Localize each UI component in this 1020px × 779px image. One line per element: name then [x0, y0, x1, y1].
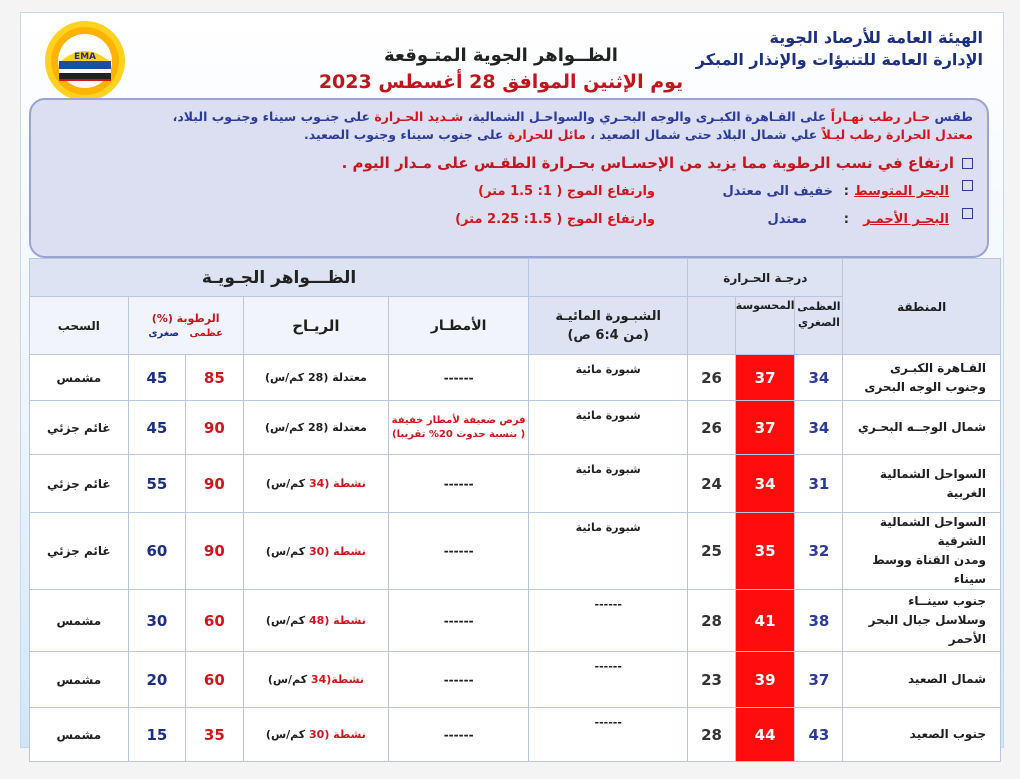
humidity-min-cell: 60	[128, 513, 185, 590]
org-name: الهيئة العامة للأرصاد الجوية	[769, 28, 983, 47]
min-temp-cell: 23	[688, 652, 735, 708]
wind-cell: نشطة (48 كم/س)	[243, 590, 389, 652]
fog-cell: ------	[529, 590, 688, 652]
min-temp-cell: 26	[688, 401, 735, 455]
summary-text: علي شمال البلاد حتى شمال الصعيد ،	[585, 127, 822, 142]
region-cell: شمال الصعيد	[843, 652, 1001, 708]
summary-line-2	[45, 126, 973, 144]
rain-cell: ------	[389, 513, 529, 590]
summary-emphasis: حـار رطب نهـاراً	[830, 109, 931, 124]
max-temp-cell: 34	[795, 355, 843, 401]
fog-cell: شبورة مائية	[529, 513, 688, 590]
summary-text: طقس	[930, 109, 973, 124]
sea-name: البحر المتوسط	[854, 184, 949, 199]
wind-cell: نشطة (34 كم/س)	[243, 455, 389, 513]
table-row	[30, 652, 1001, 708]
region-cell: السواحل الشمالية الغربية	[843, 455, 1001, 513]
summary-text: على القـاهرة الكبـرى والوجه البحـري والسواحـل الشمالية،	[463, 109, 831, 124]
table-row	[30, 513, 1001, 590]
region-cell: السواحل الشمالية الشرقية ومدن القناة ووسط سيناء	[843, 513, 1001, 590]
table-row	[30, 355, 1001, 401]
forecast-page	[20, 12, 1004, 748]
clouds-cell: مشمس	[30, 708, 129, 762]
clouds-cell: مشمس	[30, 652, 129, 708]
header-temperature: درجـة الحـرارة	[688, 259, 843, 297]
felt-temp-cell: 37	[735, 401, 795, 455]
wind-cell: نشطة (30 كم/س)	[243, 513, 389, 590]
header-fog-spacer	[529, 259, 688, 297]
max-temp-cell: 34	[795, 401, 843, 455]
min-temp-cell: 26	[688, 355, 735, 401]
clouds-cell: غائم جزئي	[30, 513, 129, 590]
max-temp-cell: 32	[795, 513, 843, 590]
department-name: الإدارة العامة للتنبؤات والإنذار المبكر	[695, 50, 983, 69]
max-temp-cell: 31	[795, 455, 843, 513]
humidity-min-cell: 55	[128, 455, 185, 513]
min-temp-cell: 28	[688, 590, 735, 652]
clouds-cell: مشمس	[30, 590, 129, 652]
fog-cell: شبورة مائية	[529, 455, 688, 513]
clouds-cell: غائم جزئي	[30, 455, 129, 513]
forecast-date: يوم الإثنين الموافق 28 أغسطس 2023	[318, 71, 684, 93]
sea-name: البحـر الأحمـر	[863, 212, 949, 227]
felt-temp-cell: 37	[735, 355, 795, 401]
min-temp-cell: 25	[688, 513, 735, 590]
fog-cell: ------	[529, 652, 688, 708]
fog-cell: شبورة مائية	[529, 355, 688, 401]
summary-emphasis: معتدل الحرارة رطب ليـلاً	[821, 127, 973, 142]
felt-temp-cell: 41	[735, 590, 795, 652]
humidity-min-cell: 15	[128, 708, 185, 762]
fog-cell: شبورة مائية	[529, 401, 688, 455]
humidity-warning	[45, 152, 973, 174]
humidity-max-cell: 35	[186, 708, 243, 762]
table-header-row	[30, 259, 1001, 297]
humidity-warning-text: ارتفاع في نسب الرطوبة مما يزيد من الإحسـاس بحـرارة الطقـس على مـدار اليوم .	[341, 154, 954, 172]
humidity-min-cell: 45	[128, 401, 185, 455]
sea-state: معتدل	[767, 212, 807, 227]
region-cell: جنوب الصعيد	[843, 708, 1001, 762]
forecast-title-block	[311, 43, 691, 95]
clouds-cell: غائم جزئي	[30, 401, 129, 455]
max-temp-cell: 37	[795, 652, 843, 708]
header-clouds: السحب	[30, 297, 129, 355]
logo-text: EMA	[73, 52, 97, 62]
forecast-rows	[30, 355, 1001, 762]
humidity-max-cell: 85	[186, 355, 243, 401]
humidity-min-cell: 45	[128, 355, 185, 401]
rain-cell: ------	[389, 355, 529, 401]
humidity-max-cell: 90	[186, 455, 243, 513]
region-cell: شمال الوجــه البحـري	[843, 401, 1001, 455]
fog-cell: ------	[529, 708, 688, 762]
sea-state-mediterranean	[45, 180, 973, 204]
summary-line-1	[45, 108, 973, 126]
max-temp-cell: 43	[795, 708, 843, 762]
rain-cell: ------	[389, 590, 529, 652]
header-fog: الشبـورة المائيـة (من 6:4 ص)	[529, 297, 688, 355]
sea-state: خفيف الى معتدل	[722, 184, 833, 199]
wind-cell: معتدلة (28 كم/س)	[243, 401, 389, 455]
summary-emphasis: مائل للحرارة	[507, 127, 586, 142]
wind-cell: نشطة(34 كم/س)	[243, 652, 389, 708]
header-phenomena: الظـــواهر الجـويـة	[30, 259, 529, 297]
sea-state-red-sea	[45, 208, 973, 232]
rain-cell: ------	[389, 652, 529, 708]
felt-temp-cell: 44	[735, 708, 795, 762]
wind-cell: معتدلة (28 كم/س)	[243, 355, 389, 401]
sea-separator: :	[843, 184, 849, 199]
table-row	[30, 708, 1001, 762]
region-cell: القـاهرة الكبـرى وجنوب الوجه البحرى	[843, 355, 1001, 401]
humidity-max-cell: 60	[186, 590, 243, 652]
wind-cell: نشطة (30 كم/س)	[243, 708, 389, 762]
page-title: الظــواهر الجوية المتـوقعة	[384, 45, 618, 66]
checkbox-bullet-icon	[962, 208, 973, 219]
summary-text: على جنـوب سيناء وجنـوب البلاد،	[172, 109, 375, 124]
header-max: العظمى الصغري	[795, 297, 843, 355]
min-temp-cell: 24	[688, 455, 735, 513]
header-humidity: الرطوبة (%) عظمى صغرى	[128, 297, 243, 355]
wave-height: وارتفاع الموج ( 1: 1.5 متر)	[478, 184, 655, 199]
felt-temp-cell: 35	[735, 513, 795, 590]
forecast-table	[29, 258, 1001, 762]
humidity-min-cell: 20	[128, 652, 185, 708]
summary-emphasis: شـديد الحـرارة	[374, 109, 464, 124]
header-wind: الريـاح	[243, 297, 389, 355]
sea-separator: :	[843, 212, 849, 227]
header-region: المنطقة	[843, 259, 1001, 355]
wave-height: وارتفاع الموج ( 1.5: 2.25 متر)	[455, 212, 655, 227]
summary-text: على جنوب سيناء وجنوب الصعيد.	[303, 127, 508, 142]
felt-temp-cell: 39	[735, 652, 795, 708]
humidity-max-cell: 90	[186, 401, 243, 455]
header-min-spacer	[688, 297, 735, 355]
ema-logo	[43, 19, 127, 103]
organization-header	[696, 27, 983, 71]
rain-cell: ------	[389, 455, 529, 513]
felt-temp-cell: 34	[735, 455, 795, 513]
rain-cell: ------	[389, 708, 529, 762]
checkbox-bullet-icon	[962, 180, 973, 191]
header-rain: الأمطـار	[389, 297, 529, 355]
header-felt: المحسوسة	[735, 297, 795, 355]
forecast-summary	[29, 98, 989, 258]
max-temp-cell: 38	[795, 590, 843, 652]
humidity-max-cell: 60	[186, 652, 243, 708]
table-row	[30, 455, 1001, 513]
rain-cell: فرص ضعيفة لأمطار خفيفة ( بنسبة حدوث 20% تقريبا)	[389, 401, 529, 455]
table-row	[30, 590, 1001, 652]
min-temp-cell: 28	[688, 708, 735, 762]
table-row	[30, 401, 1001, 455]
checkbox-bullet-icon	[962, 158, 973, 169]
humidity-max-cell: 90	[186, 513, 243, 590]
region-cell: جنوب سينــاء وسلاسل جبال البحر الأحمر	[843, 590, 1001, 652]
clouds-cell: مشمس	[30, 355, 129, 401]
humidity-min-cell: 30	[128, 590, 185, 652]
